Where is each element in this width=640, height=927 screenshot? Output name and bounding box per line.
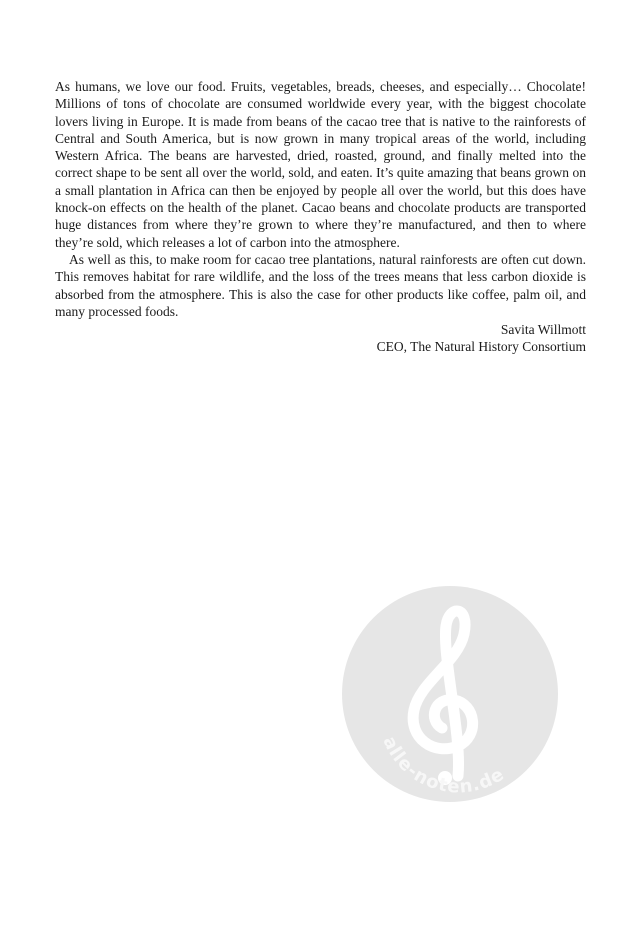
letter-body bbox=[55, 78, 586, 356]
signature-block bbox=[55, 321, 586, 356]
watermark-text: alle-noten.de bbox=[378, 733, 509, 798]
signature-title: CEO, The Natural History Consortium bbox=[376, 339, 586, 355]
signature-name: Savita Willmott bbox=[500, 322, 586, 338]
watermark bbox=[342, 586, 558, 802]
paragraph-1: As humans, we love our food. Fruits, vegetables, breads, cheeses, and especially… Chocolate! Millions of tons of chocolate are consumed worldwide every year, with the biggest chocolate lovers living in Europe. It is made from beans of the cacao tree that is native to the rainforests of Central and South America, but is now grown in many tropical areas of the world, including Western Africa. The beans are harvested, dried, roasted, ground, and finally melted into the correct shape to be sent all over the world, sold, and eaten. It’s quite amazing that beans grown on a small plantation in Africa can then be enjoyed by people all over the world, but this does have knock-on effects on the health of the planet. Cacao beans and chocolate products are transported huge distances from where they’re grown to where they’re manufactured, and then to where they’re sold, which releases a lot of carbon into the atmosphere. bbox=[55, 79, 586, 250]
paragraph-2: As well as this, to make room for cacao tree plantations, natural rainforests are often cut down. This removes habitat for rare wildlife, and the loss of the trees means that less carbon dioxide is absorbed from the atmosphere. This is also the case for other products like coffee, palm oil, and many processed foods. bbox=[55, 251, 586, 319]
